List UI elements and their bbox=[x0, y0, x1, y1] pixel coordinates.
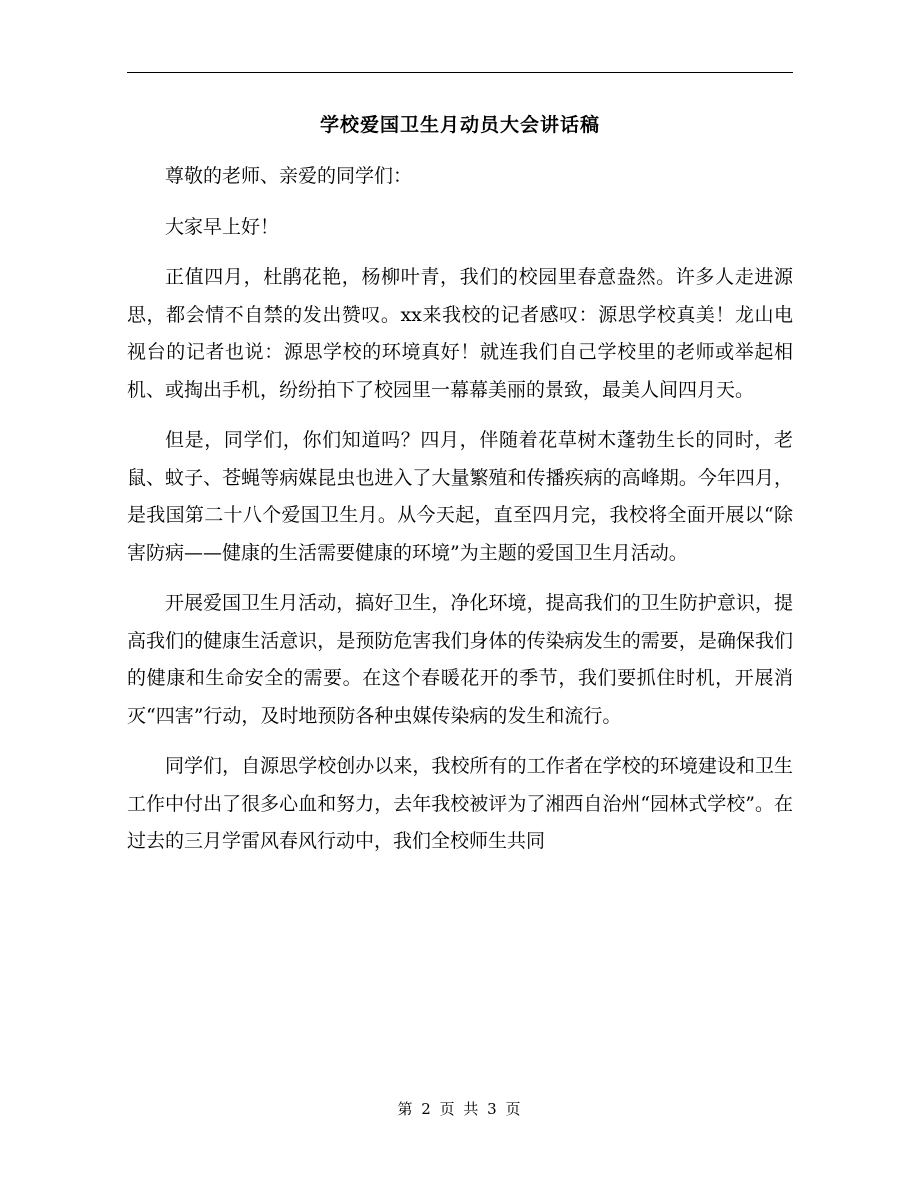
paragraph-4: 同学们，自源思学校创办以来，我校所有的工作者在学校的环境建设和卫生工作中付出了很多心血和努力，去年我校被评为了湘西自治州“园林式学校”。在过去的三月学雷风春风行动中，我们全校师生共同 bbox=[127, 755, 793, 852]
page-number-footer: 第 2 页 共 3 页 bbox=[397, 1100, 523, 1118]
header-rule bbox=[127, 72, 793, 73]
paragraph-3: 开展爱国卫生月活动，搞好卫生，净化环境，提高我们的卫生防护意识，提高我们的健康生活意识，是预防危害我们身体的传染病发生的需要，是确保我们的健康和生命安全的需要。在这个春暖花开的季节，我们要抓住时机，开展消灭“四害”行动，及时地预防各种虫媒传染病的发生和流行。 bbox=[127, 592, 793, 727]
paragraph-2: 但是，同学们，你们知道吗？四月，伴随着花草树木蓬勃生长的同时，老鼠、蚊子、苍蝇等病媒昆虫也进入了大量繁殖和传播疾病的高峰期。今年四月，是我国第二十八个爱国卫生月。从今天起，直至四月完，我校将全面开展以“除害防病——健康的生活需要健康的环境”为主题的爱国卫生月活动。 bbox=[127, 429, 793, 564]
document-body bbox=[127, 158, 793, 861]
document-title: 学校爱国卫生月动员大会讲话稿 bbox=[319, 114, 600, 136]
paragraph-1: 正值四月，杜鹃花艳，杨柳叶青，我们的校园里春意盎然。许多人走进源思，都会情不自禁的发出赞叹。xx来我校的记者感叹：源思学校真美！龙山电视台的记者也说：源思学校的环境真好！就连我们自己学校里的老师或举起相机、或掏出手机，纷纷拍下了校园里一幕幕美丽的景致，最美人间四月天。 bbox=[127, 266, 793, 401]
paragraph-greeting: 大家早上好！ bbox=[165, 215, 280, 238]
paragraph-salutation: 尊敬的老师、亲爱的同学们： bbox=[165, 165, 413, 187]
